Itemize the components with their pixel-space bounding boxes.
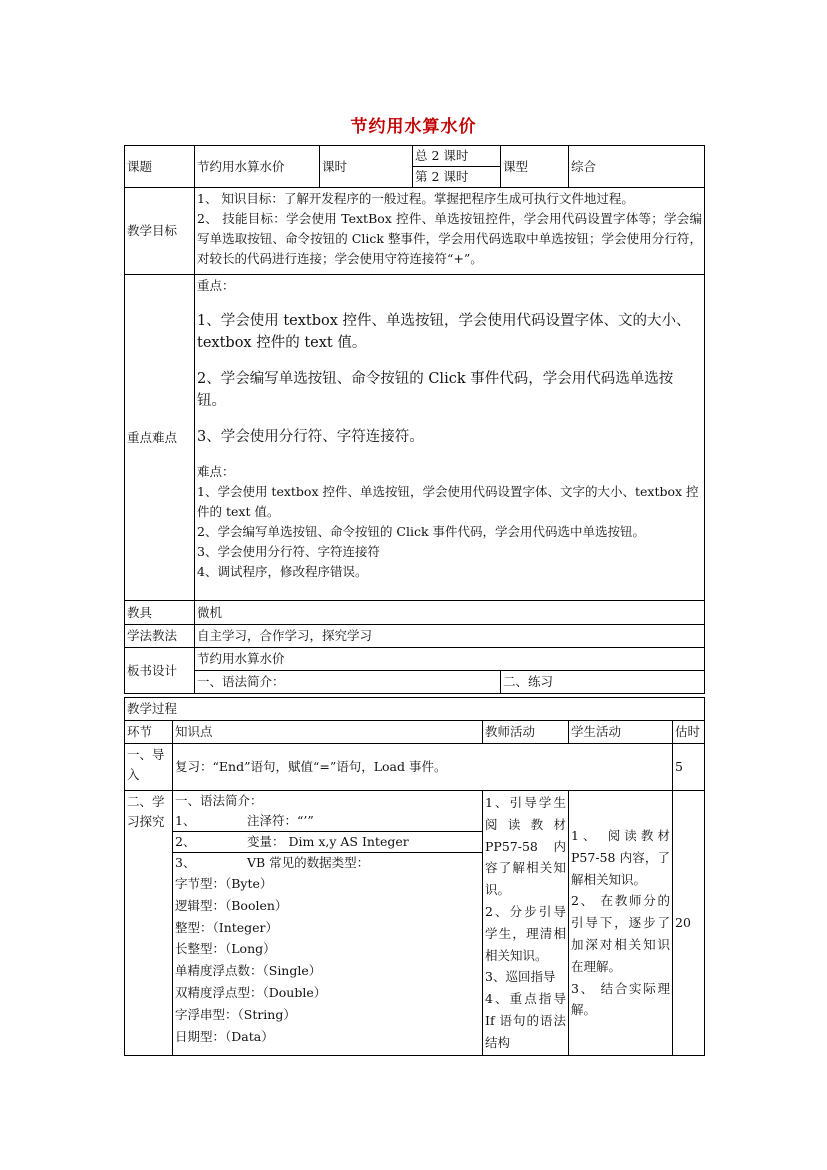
difficulty-1: 1、学会使用 textbox 控件、单选按钮，学会使用代码设置字体、文字的大小、textbox 控件的 text 值。 [197, 484, 699, 519]
lesson-plan-table [124, 145, 705, 694]
difficulty-3: 3、学会使用分行符、字符连接符 [197, 544, 380, 559]
item-number: 2、 [175, 834, 196, 849]
key-point-3: 3、学会使用分行符、字符连接符。 [197, 429, 424, 445]
header-time: 估时 [673, 721, 705, 744]
types-row [173, 853, 482, 873]
variable-row [173, 832, 482, 853]
process-table [124, 697, 705, 1056]
process-label: 教学过程 [125, 698, 705, 721]
teacher-activity [483, 791, 569, 1056]
key-point-2: 2、学会编写单选按钮、命令按钮的 Click 事件代码，学会用代码选单选按钮。 [197, 371, 674, 409]
item-number: 1、 [175, 813, 196, 828]
teacher-step: 4、重点指导 If 语句的语法结构 [485, 991, 566, 1050]
learn-stage: 二、学习探究 [125, 791, 173, 1056]
student-activity [569, 791, 673, 1056]
difficulty-4: 4、调试程序，修改程序错误。 [197, 564, 368, 579]
type-item: 单精度浮点数：（Single） [175, 963, 322, 979]
key-title: 重点： [197, 278, 235, 293]
header-teacher: 教师活动 [483, 721, 569, 744]
student-step: 3、 结合实际理解。 [571, 980, 670, 1018]
intro-time: 5 [673, 744, 705, 791]
intro-content: 复习：“End”语句，赋值“=”语句，Load 事件。 [173, 744, 673, 791]
hours-total: 总 2 课时 [413, 146, 500, 167]
hours-cell [413, 146, 501, 188]
teacher-step: 3、巡回指导 [485, 969, 556, 985]
document-title: 节约用水算水价 [350, 117, 477, 137]
board-label: 板书设计 [125, 648, 195, 694]
objective-1: 1、 知识目标：了解开发程序的一般过程。掌握把程序生成可执行文件地过程。 [197, 191, 634, 206]
type-label: 课型 [501, 146, 569, 188]
student-step: 1、 阅读教材 P57-58 内容，了解相关知识。 [571, 828, 670, 887]
variable-text: 变量： Dim x,y AS Integer [247, 834, 409, 849]
type-item: 逻辑型：（Boolen） [175, 897, 288, 913]
comment-row [173, 811, 482, 832]
teacher-step: 2、分步引导学生，理清相相关知识。 [485, 903, 566, 963]
methods-label: 学法教法 [125, 625, 195, 648]
header-knowledge: 知识点 [173, 721, 483, 744]
type-item: 长整型：（Long） [175, 941, 276, 957]
type-item: 整型：（Integer） [175, 919, 279, 935]
objectives-content [195, 188, 705, 275]
board-title: 节约用水算水价 [195, 648, 705, 671]
tools-label: 教具 [125, 601, 195, 625]
difficulty-title: 难点： [197, 464, 235, 479]
hours-label: 课时 [320, 146, 413, 188]
types-title: VB 常见的数据类型： [247, 855, 370, 870]
keypoints-label: 重点难点 [125, 275, 195, 601]
keypoints-content [195, 275, 705, 601]
course-label: 课题 [125, 146, 195, 188]
key-point-1: 1、学会使用 textbox 控件、单选按钮，学会使用代码设置字体、文的大小、textbox 控件的 text 值。 [197, 313, 691, 351]
board-left: 一、语法简介： [195, 671, 501, 694]
course-value: 节约用水算水价 [195, 146, 320, 188]
tools-value: 微机 [195, 601, 705, 625]
hours-current: 第 2 课时 [415, 169, 469, 184]
type-item: 字节型：（Byte） [175, 876, 273, 891]
board-right: 二、练习 [501, 671, 705, 694]
syntax-title: 一、语法简介： [175, 793, 263, 808]
objective-2: 2、 技能目标：学会使用 TextBox 控件、单选按钮控件，学会用代码设置字体等；学会编写单选取按钮、命令按钮的 Click 整事件，学会用代码选取中单选按钮；学会使用分行符，对较长的代码进行连接；学会使用守符连接符“+”。 [197, 211, 702, 266]
type-item: 双精度浮点型：（Double） [175, 984, 327, 1000]
objectives-label: 教学目标 [125, 188, 195, 275]
item-number: 3、 [175, 855, 196, 870]
methods-value: 自主学习，合作学习，探究学习 [195, 625, 705, 648]
type-item: 字浮串型：（String） [175, 1006, 296, 1022]
teacher-step: 1、引导学生阅读教材 PP57-58 内容了解相关知识。 [485, 795, 566, 898]
type-item: 日期型：（Data） [175, 1028, 274, 1044]
header-student: 学生活动 [569, 721, 673, 744]
difficulty-2: 2、学会编写单选按钮、命令按钮的 Click 事件代码，学会用代码选中单选按钮。 [197, 524, 646, 539]
type-value: 综合 [569, 146, 705, 188]
header-stage: 环节 [125, 721, 173, 744]
learn-time: 20 [673, 791, 705, 1056]
comment-text: 注泽符：“’” [247, 813, 314, 828]
learn-knowledge [173, 791, 483, 1056]
intro-stage: 一、导入 [125, 744, 173, 791]
student-step: 2、 在教师分的引导下，逐步了加深对相关知识在理解。 [571, 893, 670, 974]
